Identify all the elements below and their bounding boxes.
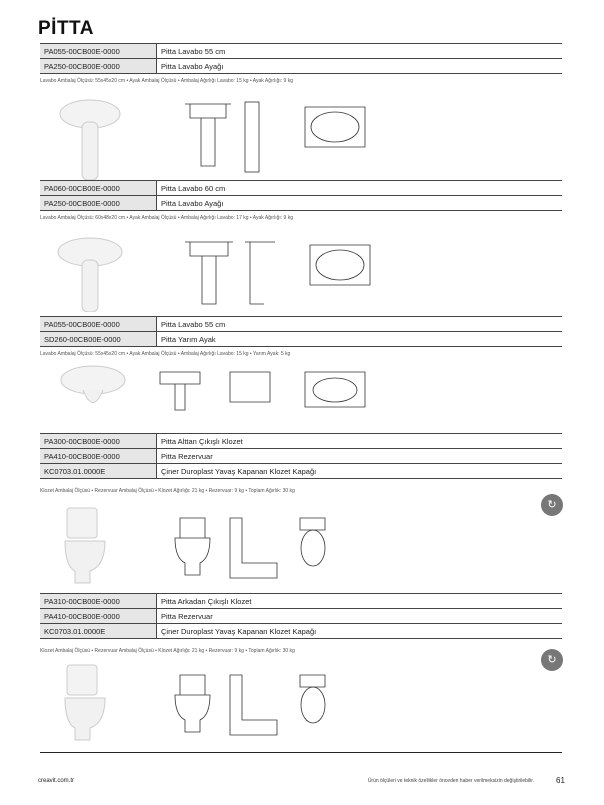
washbasin-pedestal-image bbox=[55, 92, 375, 180]
washbasin-half-pedestal-image bbox=[55, 360, 375, 430]
product-name: Pitta Rezervuar bbox=[157, 449, 563, 464]
product-code: PA060-00CB00E-0000 bbox=[40, 181, 157, 196]
product-table bbox=[40, 433, 562, 479]
product-name: Pitta Lavabo 55 cm bbox=[157, 317, 563, 332]
product-name: Çiner Duroplast Yavaş Kapanan Klozet Kapağı bbox=[157, 624, 563, 639]
product-name: Pitta Yarım Ayak bbox=[157, 332, 563, 347]
product-code: KC0703.01.0000E bbox=[40, 464, 157, 479]
product-table bbox=[40, 593, 562, 639]
spec-line: Klozet Ambalaj Ölçüsü • Rezervuar Ambalaj Ölçüsü • Klozet Ağırlığı: 21 kg • Rezervuar: 9 kg • Toplam Ağırlık: 30 kg bbox=[40, 648, 295, 654]
table-row bbox=[40, 196, 562, 211]
table-row bbox=[40, 464, 562, 479]
spec-line: Lavabo Ambalaj Ölçüsü: 55x45x20 cm • Ayak Ambalaj Ölçüsü • Ambalaj Ağırlığı Lavabo: 15 kg • Ayak Ağırlığı: 9 kg bbox=[40, 78, 293, 84]
table-row bbox=[40, 332, 562, 347]
product-name: Pitta Arkadan Çıkışlı Klozet bbox=[157, 594, 563, 609]
product-code: PA055-00CB00E-0000 bbox=[40, 317, 157, 332]
product-code: PA410-00CB00E-0000 bbox=[40, 609, 157, 624]
washbasin-pedestal-image bbox=[55, 230, 375, 312]
footer-website: creavit.com.tr bbox=[38, 778, 75, 784]
product-code: SD260-00CB00E-0000 bbox=[40, 332, 157, 347]
product-code: PA250-00CB00E-0000 bbox=[40, 196, 157, 211]
product-code: PA250-00CB00E-0000 bbox=[40, 59, 157, 74]
spec-line: Lavabo Ambalaj Ölçüsü: 60x48x20 cm • Ayak Ambalaj Ölçüsü • Ambalaj Ağırlığı Lavabo: 17 kg • Ayak Ağırlığı: 9 kg bbox=[40, 215, 293, 221]
table-row bbox=[40, 609, 562, 624]
product-code: PA055-00CB00E-0000 bbox=[40, 44, 157, 59]
soft-close-icon: ↻ bbox=[541, 649, 563, 671]
table-row bbox=[40, 181, 562, 196]
product-code: PA300-00CB00E-0000 bbox=[40, 434, 157, 449]
soft-close-icon: ↻ bbox=[541, 494, 563, 516]
footer-note: Ürün ölçüleri ve teknik özellikler önceden haber verilmeksizin değiştirilebilir. bbox=[367, 778, 534, 784]
product-name: Pitta Lavabo Ayağı bbox=[157, 59, 563, 74]
toilet-image bbox=[55, 660, 375, 745]
spec-line: Lavabo Ambalaj Ölçüsü: 55x45x20 cm • Ayak Ambalaj Ölçüsü • Ambalaj Ağırlığı Lavabo: 15 kg • Yarım Ayak: 5 kg bbox=[40, 351, 291, 357]
toilet-image bbox=[55, 503, 375, 588]
table-row bbox=[40, 624, 562, 639]
product-code: PA310-00CB00E-0000 bbox=[40, 594, 157, 609]
product-name: Çiner Duroplast Yavaş Kapanan Klozet Kapağı bbox=[157, 464, 563, 479]
table-row bbox=[40, 59, 562, 74]
table-row bbox=[40, 434, 562, 449]
page-number: 61 bbox=[556, 776, 565, 785]
table-row bbox=[40, 449, 562, 464]
product-code: PA410-00CB00E-0000 bbox=[40, 449, 157, 464]
table-row bbox=[40, 44, 562, 59]
brand-title: PİTTA bbox=[38, 18, 94, 39]
spec-line: Klozet Ambalaj Ölçüsü • Rezervuar Ambalaj Ölçüsü • Klozet Ağırlığı: 21 kg • Rezervuar: 9 kg • Toplam Ağırlık: 30 kg bbox=[40, 488, 295, 494]
product-name: Pitta Lavabo 55 cm bbox=[157, 44, 563, 59]
product-name: Pitta Lavabo Ayağı bbox=[157, 196, 563, 211]
table-row bbox=[40, 594, 562, 609]
footer-divider bbox=[40, 752, 562, 753]
product-table bbox=[40, 180, 562, 211]
product-table bbox=[40, 43, 562, 74]
product-name: Pitta Alttan Çıkışlı Klozet bbox=[157, 434, 563, 449]
product-table bbox=[40, 316, 562, 347]
product-code: KC0703.01.0000E bbox=[40, 624, 157, 639]
product-name: Pitta Rezervuar bbox=[157, 609, 563, 624]
table-row bbox=[40, 317, 562, 332]
product-name: Pitta Lavabo 60 cm bbox=[157, 181, 563, 196]
